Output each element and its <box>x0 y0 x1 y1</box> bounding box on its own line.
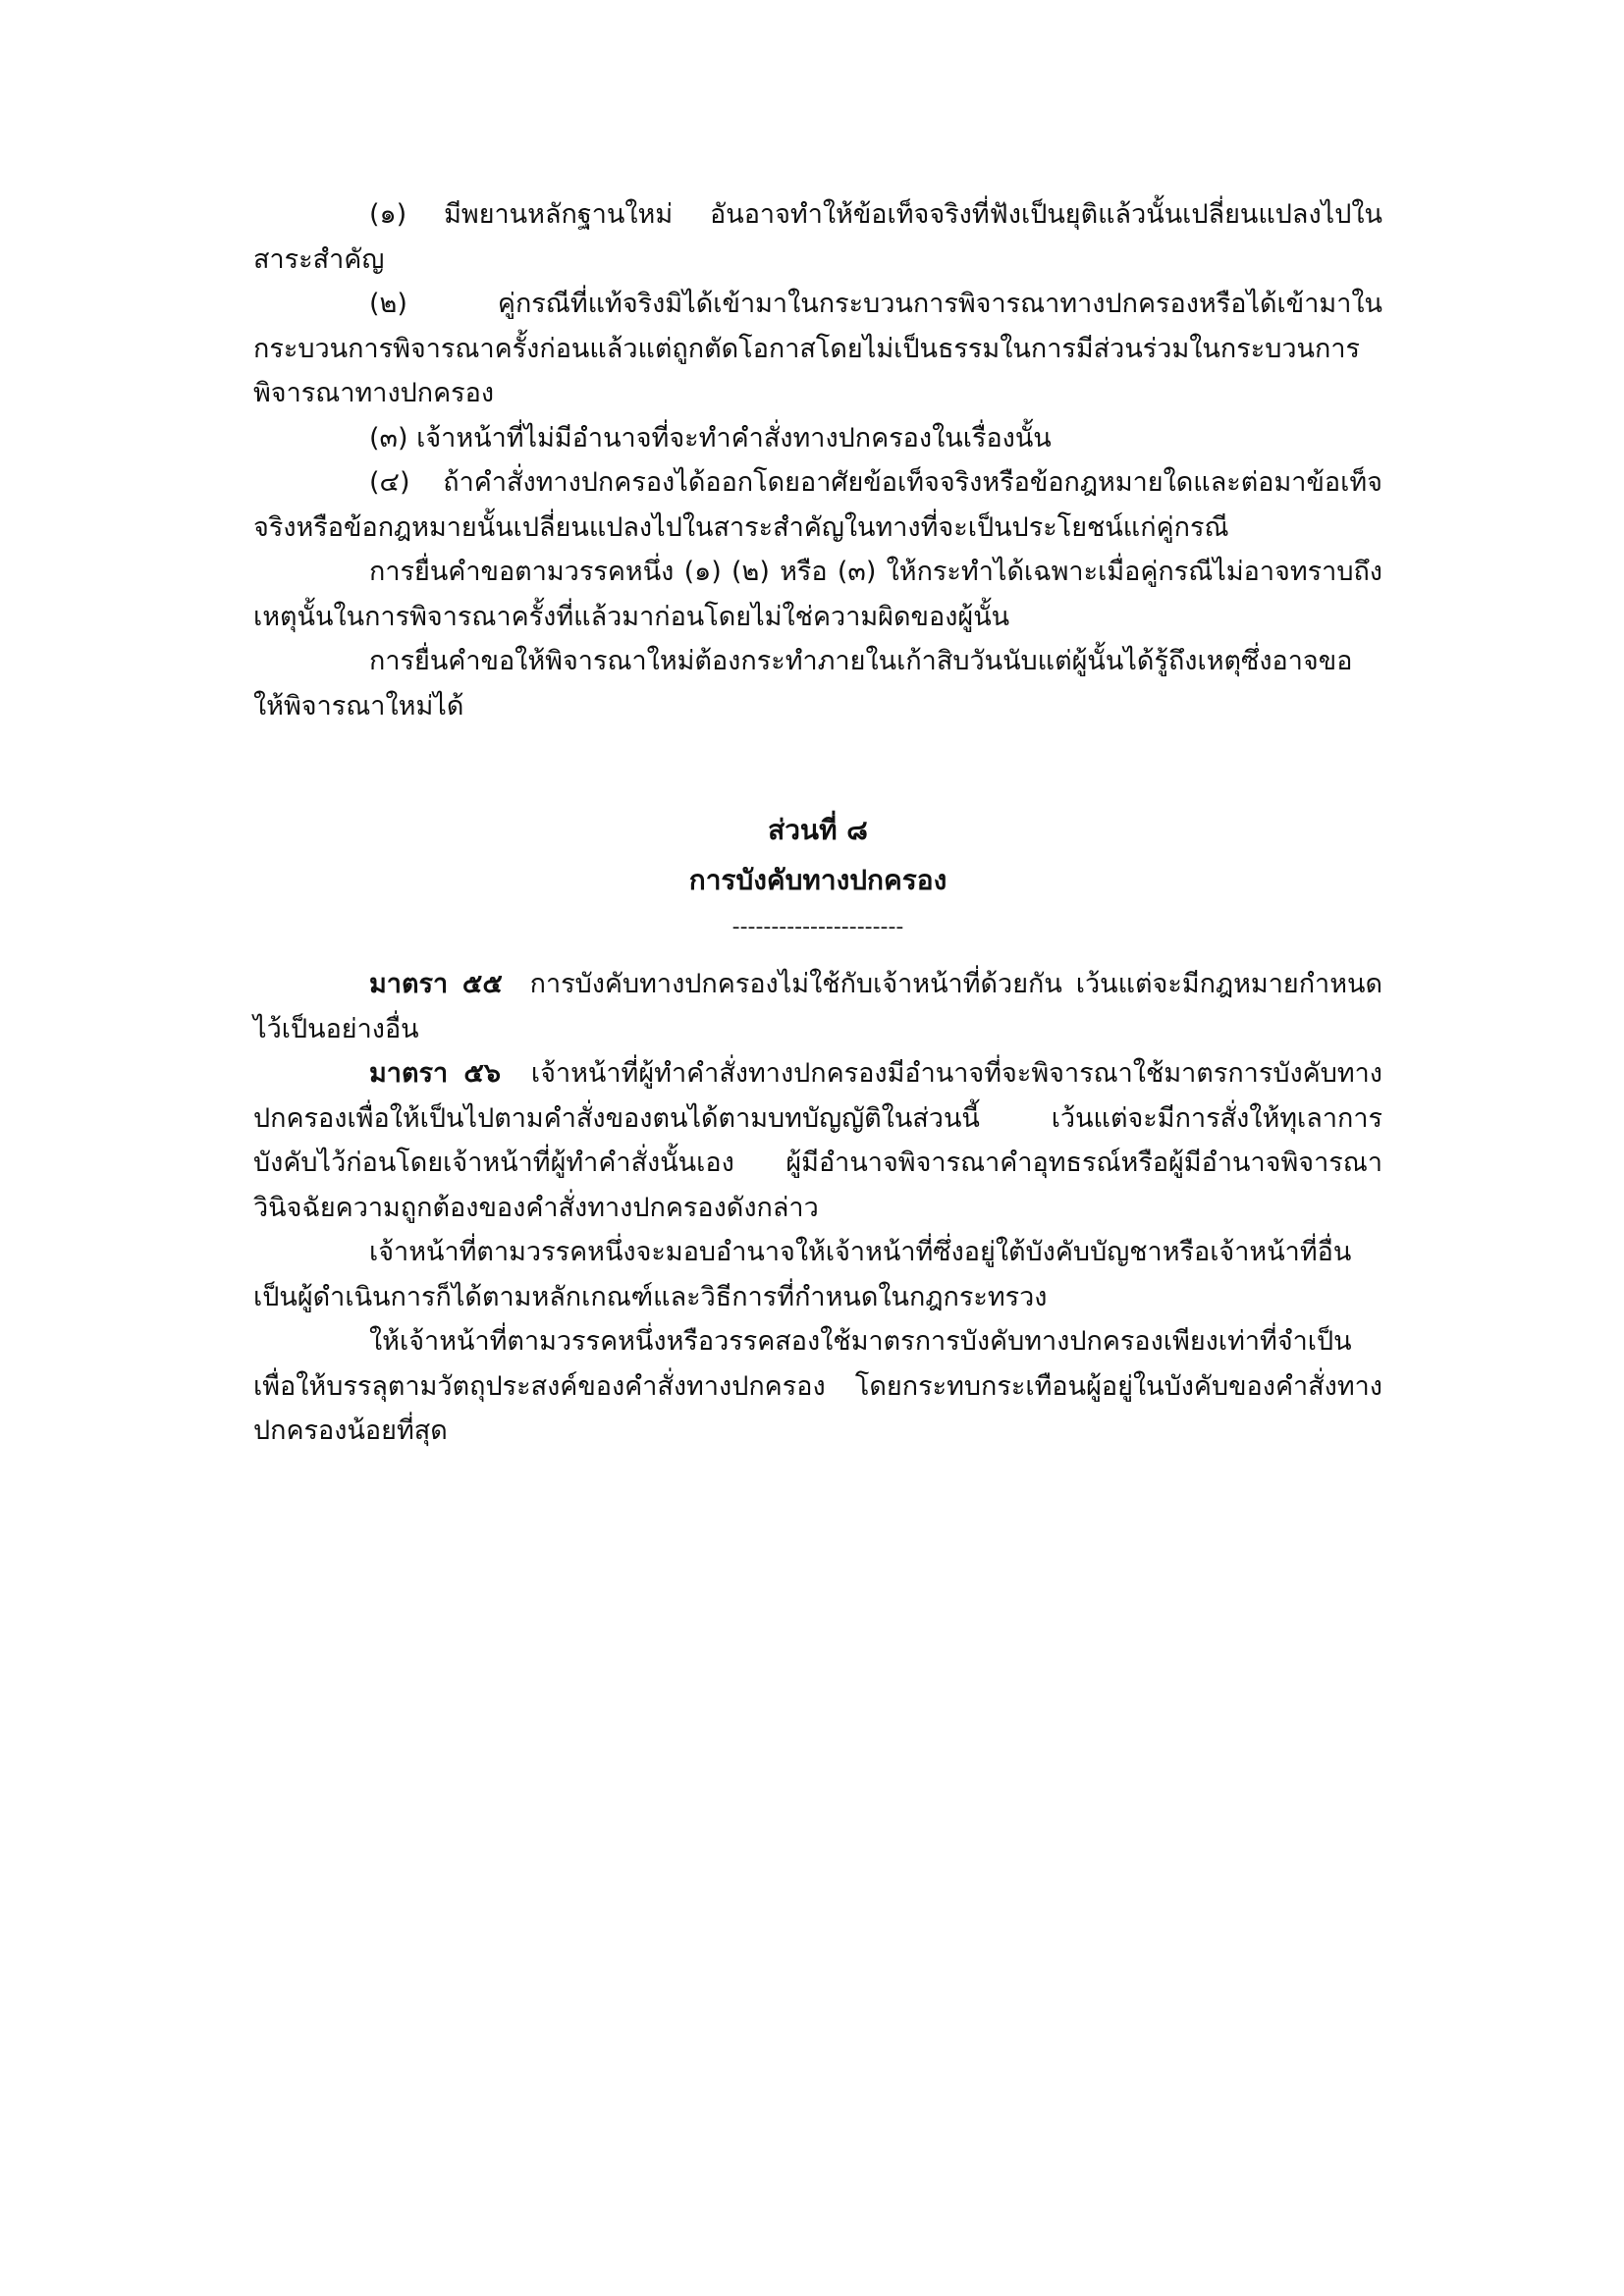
paragraph-item-3: (๓) เจ้าหน้าที่ไม่มีอำนาจที่จะทำคำสั่งทางปกครองในเรื่องนั้น <box>369 422 1052 454</box>
article-55 <box>253 962 1382 1051</box>
paragraph-item-4: (๔) ถ้าคำสั่งทางปกครองได้ออกโดยอาศัยข้อเท็จจริงหรือข้อกฎหมายใดและต่อมาข้อเท็จจริงหรือข้อกฎหมายนั้นเปลี่ยนแปลงไปในสาระสำคัญในทางที่จะเป็นประโยชน์แก่คู่กรณี <box>253 467 1382 543</box>
article-55-number: มาตรา ๕๕ <box>369 969 503 999</box>
article-56-text: เจ้าหน้าที่ผู้ทำคำสั่งทางปกครองมีอำนาจที่จะพิจารณาใช้มาตรการบังคับทางปกครองเพื่อให้เป็นไปตามคำสั่งของตนได้ตามบทบัญญัติในส่วนนี้ เว้นแต่จะมีการสั่งให้ทุเลาการบังคับไว้ก่อนโดยเจ้าหน้าที่ผู้ทำคำสั่งนั้นเอง ผู้มีอำนาจพิจารณาคำอุทธรณ์หรือผู้มีอำนาจพิจารณาวินิจฉัยความถูกต้องของคำสั่งทางปกครองดังกล่าว <box>253 1058 1382 1223</box>
paragraph-request-deadline: การยื่นคำขอให้พิจารณาใหม่ต้องกระทำภายในเก้าสิบวันนับแต่ผู้นั้นได้รู้ถึงเหตุซึ่งอาจขอให้พิจารณาใหม่ได้ <box>253 646 1353 721</box>
article-56-paragraph-3: ให้เจ้าหน้าที่ตามวรรคหนึ่งหรือวรรคสองใช้มาตรการบังคับทางปกครองเพียงเท่าที่จำเป็นเพื่อให้บรรลุตามวัตถุประสงค์ของคำสั่งทางปกครอง โดยกระทบกระเทือนผู้อยู่ในบังคับของคำสั่งทางปกครองน้อยที่สุด <box>253 1326 1382 1446</box>
article-56 <box>253 1051 1382 1230</box>
article-56-number: มาตรา ๕๖ <box>369 1058 501 1089</box>
section-title: ส่วนที่ ๘ <box>768 814 868 846</box>
document-page <box>253 192 1382 1454</box>
section-subtitle: การบังคับทางปกครอง <box>688 864 947 896</box>
paragraph-request-condition: การยื่นคำขอตามวรรคหนึ่ง (๑) (๒) หรือ (๓) ให้กระทำได้เฉพาะเมื่อคู่กรณีไม่อาจทราบถึงเหตุนั้นในการพิจารณาครั้งที่แล้วมาก่อนโดยไม่ใช่ความผิดของผู้นั้น <box>253 557 1382 632</box>
paragraph-item-1: (๑) มีพยานหลักฐานใหม่ อันอาจทำให้ข้อเท็จจริงที่ฟังเป็นยุติแล้วนั้นเปลี่ยนแปลงไปในสาระสำคัญ <box>253 199 1382 275</box>
paragraph-item-2: (๒) คู่กรณีที่แท้จริงมิได้เข้ามาในกระบวนการพิจารณาทางปกครองหรือได้เข้ามาในกระบวนการพิจารณาครั้งก่อนแล้วแต่ถูกตัดโอกาสโดยไม่เป็นธรรมในการมีส่วนร่วมในกระบวนการพิจารณาทางปกครอง <box>253 289 1382 408</box>
section-divider: ---------------------- <box>731 915 904 939</box>
article-56-paragraph-2: เจ้าหน้าที่ตามวรรคหนึ่งจะมอบอำนาจให้เจ้าหน้าที่ซึ่งอยู่ใต้บังคับบัญชาหรือเจ้าหน้าที่อื่นเป็นผู้ดำเนินการก็ได้ตามหลักเกณฑ์และวิธีการที่กำหนดในกฎกระทรวง <box>253 1237 1352 1312</box>
article-55-text: การบังคับทางปกครองไม่ใช้กับเจ้าหน้าที่ด้วยกัน เว้นแต่จะมีกฎหมายกำหนดไว้เป็นอย่างอื่น <box>253 969 1382 1044</box>
